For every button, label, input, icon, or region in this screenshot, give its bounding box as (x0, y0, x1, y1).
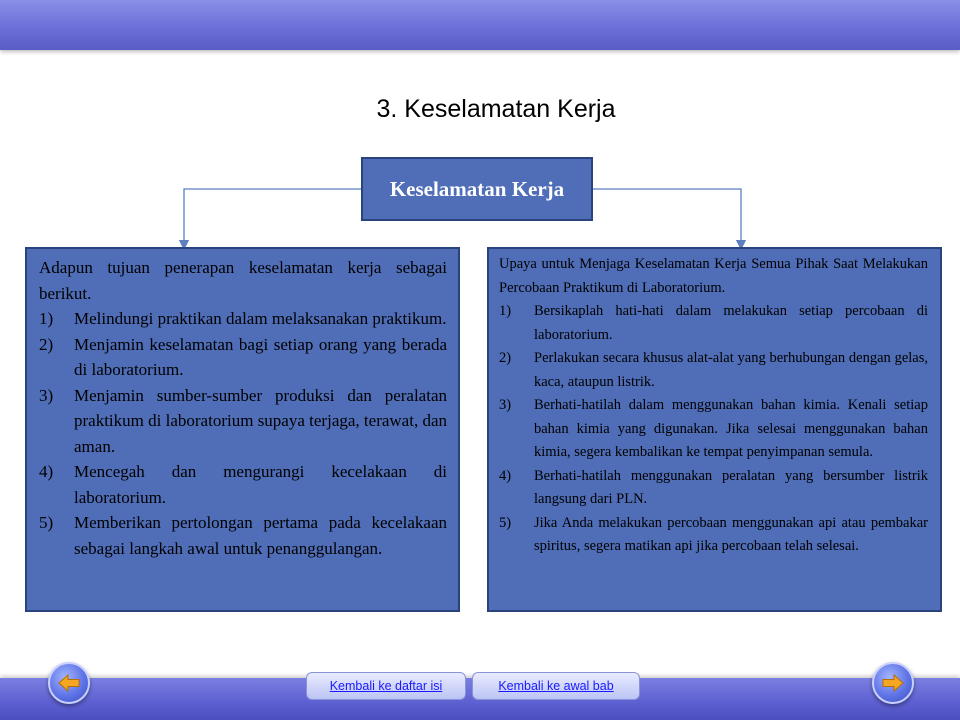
arrow-left-icon (58, 674, 80, 692)
previous-slide-button[interactable] (48, 662, 90, 704)
left-list-item (39, 383, 447, 460)
item-text: Berhati-hatilah menggunakan peralatan yang bersumber listrik langsung dari PLN. (534, 467, 928, 507)
back-to-toc-link[interactable]: Kembali ke daftar isi (306, 672, 466, 700)
item-text: Menjamin keselamatan bagi setiap orang yang berada di laboratorium. (74, 334, 447, 379)
item-text: Menjamin sumber-sumber produksi dan peralatan praktikum di laboratorium supaya terjaga, terawat, dan aman. (74, 385, 447, 456)
item-text: Jika Anda melakukan percobaan menggunakan api atau pembakar spiritus, segera matikan api jika percobaan telah selesai. (534, 514, 928, 554)
right-list-item (499, 300, 928, 347)
item-number: 4) (499, 467, 512, 484)
item-text: Memberikan pertolongan pertama pada kecelakaan sebagai langkah awal untuk penanggulangan. (74, 513, 447, 558)
right-list-item (499, 394, 928, 465)
item-number: 5) (39, 513, 54, 532)
item-text: Perlakukan secara khusus alat-alat yang berhubungan dengan gelas, kaca, ataupun listrik. (534, 350, 928, 390)
item-number: 3) (499, 397, 512, 413)
item-number: 4) (39, 462, 54, 481)
item-text: Mencegah dan mengurangi kecelakaan di laboratorium. (74, 462, 447, 507)
right-list-item (499, 465, 928, 512)
right-list-item (499, 512, 928, 559)
right-list-item (499, 347, 928, 394)
left-content-box (25, 247, 460, 612)
right-intro: Upaya untuk Menjaga Keselamatan Kerja Semua Pihak Saat Melakukan Percobaan Praktikum di Laboratorium. (499, 256, 928, 296)
center-heading-box (361, 157, 593, 221)
arrow-right-icon (882, 674, 904, 692)
left-list-item (39, 332, 447, 383)
connector-left (184, 189, 361, 245)
item-number: 5) (499, 514, 512, 531)
item-text: Berhati-hatilah dalam menggunakan bahan kimia. Kenali setiap bahan kimia yang digunakan. Jika selesai menggunakan bahan kimia, segera kembalikan ke tempat penyimpanan semula. (534, 397, 928, 460)
item-text: Bersikaplah hati-hati dalam melakukan setiap percobaan di laboratorium. (534, 303, 928, 343)
slide-title: 3. Keselamatan Kerja (376, 95, 616, 123)
next-slide-button[interactable] (872, 662, 914, 704)
item-number: 3) (39, 385, 54, 405)
left-intro: Adapun tujuan penerapan keselamatan kerja sebagai berikut. (39, 258, 447, 303)
right-list (499, 300, 928, 559)
right-content-box (487, 247, 942, 612)
back-to-chapter-start-link[interactable]: Kembali ke awal bab (472, 672, 640, 700)
center-heading-label: Keselamatan Kerja (389, 176, 565, 201)
left-list-item (39, 510, 447, 561)
item-text: Melindungi praktikan dalam melaksanakan praktikum. (74, 309, 447, 328)
item-number: 2) (39, 334, 54, 354)
left-list (39, 306, 447, 561)
item-number: 2) (499, 350, 512, 366)
connector-right (593, 189, 741, 245)
item-number: 1) (39, 309, 54, 328)
left-list-item (39, 306, 447, 332)
item-number: 1) (499, 303, 512, 319)
left-list-item (39, 459, 447, 510)
